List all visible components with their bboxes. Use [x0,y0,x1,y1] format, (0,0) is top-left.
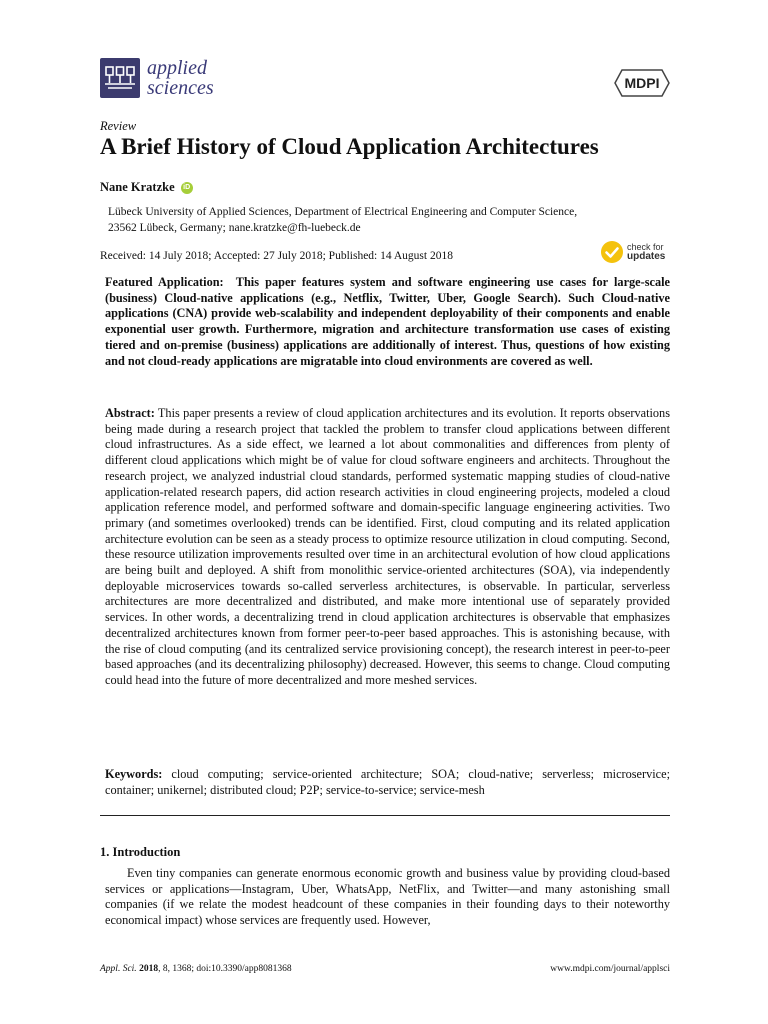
footer-journal-url[interactable]: www.mdpi.com/journal/applsci [550,964,670,974]
journal-emblem-icon [100,58,140,98]
check-updates-line1: check for [627,242,664,252]
footer-volume-doi[interactable]: , 8, 1368; doi:10.3390/app8081368 [158,964,292,974]
journal-name-line2: sciences [147,77,214,99]
footer-journal-abbrev: Appl. Sci. [100,964,137,974]
abstract [105,406,670,689]
author-name[interactable]: Nane Kratzke [100,180,175,194]
check-for-updates-icon [600,240,624,264]
check-for-updates-badge[interactable] [600,240,665,264]
publisher-logo[interactable] [614,68,670,103]
journal-logo[interactable] [100,58,214,98]
footer-year: 2018 [139,964,159,974]
affiliation-line1: Lübeck University of Applied Sciences, Department of Electrical Engineering and Computer Science, [108,206,578,218]
section-divider [100,815,670,816]
author-line [100,180,193,195]
footer-citation [100,964,292,974]
keywords-text: cloud computing; service-oriented architecture; SOA; cloud-native; serverless; microservice; container; unikernel; distributed cloud; P2P; service-to-service; service-mesh [105,767,671,797]
keywords-label: Keywords: [105,767,163,781]
article-title: A Brief History of Cloud Application Architectures [100,134,599,159]
keywords [105,767,670,798]
abstract-label: Abstract: [105,406,155,420]
section-heading-introduction: 1. Introduction [100,845,181,859]
journal-name [147,58,214,98]
featured-application [105,275,670,369]
orcid-icon[interactable]: iD [181,182,193,194]
check-updates-line2: updates [627,251,666,262]
introduction-paragraph: Even tiny companies can generate enormous economic growth and business value by providing cloud-based services or applications—Instagram, Uber, WhatsApp, NetFlix, and Twitter—and many astonishing small companies (if we relate the modest headcount of these companies in their founding days to their noteworthy economical impact) whose services are frequently used. However, [105,866,670,928]
journal-name-line1: applied [147,57,207,79]
abstract-text: This paper presents a review of cloud application architectures and its evolution. It reports observations being made during a research project that tackled the problem to transfer cloud applications between different cloud infrastructures. As a side effect, we learned a lot about commonalities and differences from plenty of different cloud applications which might be of value for cloud software engineers and architects. Throughout the research project, we analyzed industrial cloud standards, performed systematic mapping studies of cloud-native application-related research papers, did action research activities in cloud engineering projects, modeled a cloud application reference model, and performed software and domain-specific language engineering activities. Two primary (and sometimes overlooked) trends can be identified. First, cloud computing and its related application architecture evolution can be seen as a steady process to optimize resource utilization in cloud computing. Second, these resource utilization improvements resulted over time in an architectural evolution of how cloud applications are being built and deployed. A shift from monolithic service-oriented architectures (SOA), via independently deployable microservices towards so-called serverless architectures, is observable. In particular, serverless architectures are more decentralized and distributed, and make more intentional use of separately provided services. In other words, a decentralizing trend in cloud application architectures is observable that emphasizes decentralized architectures known from former peer-to-peer based approaches. This is astonishing because, with the rise of cloud computing (and its centralized service provisioning concept), the research interest in peer-to-peer based approaches (and its decentralizing philosophy) decreased. However, this seems to change. Cloud computing could head into the future of more decentralized and more meshed services. [105,406,670,687]
affiliation-line2: 23562 Lübeck, Germany; nane.kratzke@fh-luebeck.de [108,222,361,234]
article-type: Review [100,119,137,133]
featured-label: Featured Application: [105,275,224,289]
check-for-updates-text [627,243,665,261]
publisher-name: MDPI [624,75,660,91]
publication-dates: Received: 14 July 2018; Accepted: 27 July 2018; Published: 14 August 2018 [100,250,453,262]
affiliation [108,204,577,236]
featured-text: This paper features system and software engineering use cases for large-scale (business) Cloud-native applications (e.g., Netflix, Twitter, Uber, Google Search). Such Cloud-native applications (CNA) provide web-scalability and independent deployability of their components and enable exponential user growth. Furthermore, migration and architecture transformation use cases of existing tiered and on-premise (business) applications are additionally of interest. Thus, questions of how existing and not cloud-ready applications are migratable into cloud environments are covered as well. [105,275,670,368]
